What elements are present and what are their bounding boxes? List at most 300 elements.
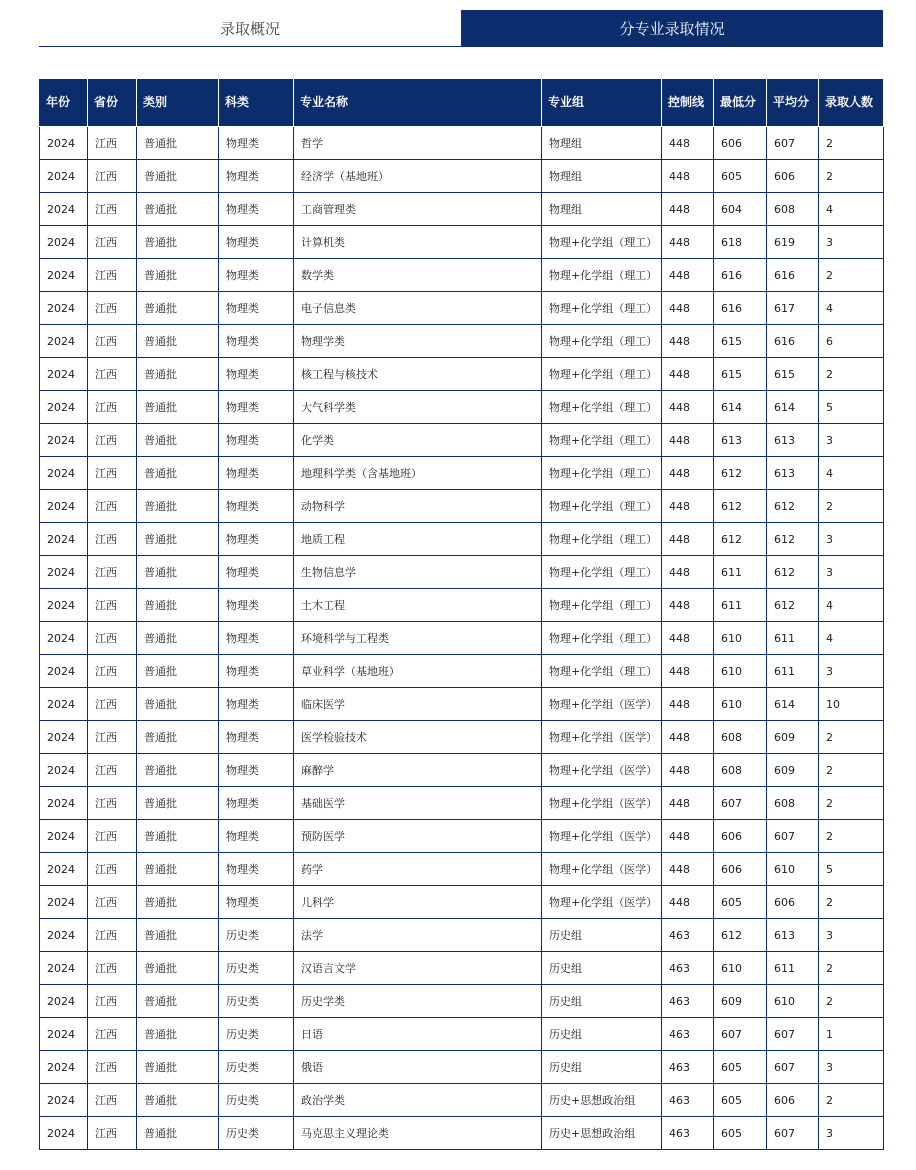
table-row [40, 523, 884, 556]
cell-province: 江西 [88, 985, 137, 1018]
table-row [40, 391, 884, 424]
cell-min-score: 605 [714, 1117, 767, 1150]
cell-subject-type: 物理类 [219, 523, 294, 556]
cell-province: 江西 [88, 424, 137, 457]
tab-bar [39, 10, 883, 48]
cell-major-name: 计算机类 [294, 226, 542, 259]
cell-control-line: 463 [662, 985, 714, 1018]
cell-major-name: 基础医学 [294, 787, 542, 820]
cell-year: 2024 [40, 325, 88, 358]
cell-province: 江西 [88, 259, 137, 292]
cell-admitted-count: 3 [819, 226, 884, 259]
cell-subject-type: 物理类 [219, 787, 294, 820]
cell-avg-score: 609 [767, 754, 819, 787]
cell-major-name: 医学检验技术 [294, 721, 542, 754]
cell-major-name: 儿科学 [294, 886, 542, 919]
cell-major-name: 预防医学 [294, 820, 542, 853]
cell-major-group: 物理+化学组（理工） [542, 655, 662, 688]
cell-control-line: 448 [662, 292, 714, 325]
cell-major-name: 数学类 [294, 259, 542, 292]
cell-batch: 普通批 [137, 688, 219, 721]
cell-subject-type: 历史类 [219, 985, 294, 1018]
cell-year: 2024 [40, 391, 88, 424]
cell-control-line: 448 [662, 358, 714, 391]
cell-year: 2024 [40, 820, 88, 853]
table-row [40, 556, 884, 589]
cell-avg-score: 611 [767, 655, 819, 688]
cell-min-score: 605 [714, 1084, 767, 1117]
cell-batch: 普通批 [137, 160, 219, 193]
cell-year: 2024 [40, 952, 88, 985]
cell-avg-score: 611 [767, 952, 819, 985]
cell-major-name: 生物信息学 [294, 556, 542, 589]
cell-major-group: 物理+化学组（理工） [542, 226, 662, 259]
cell-province: 江西 [88, 127, 137, 160]
cell-batch: 普通批 [137, 985, 219, 1018]
cell-year: 2024 [40, 589, 88, 622]
cell-avg-score: 612 [767, 523, 819, 556]
table-body [40, 127, 884, 1150]
cell-avg-score: 611 [767, 622, 819, 655]
table-row [40, 424, 884, 457]
table-row [40, 292, 884, 325]
cell-province: 江西 [88, 622, 137, 655]
tab-admission-by-major[interactable]: 分专业录取情况 [461, 10, 883, 47]
cell-year: 2024 [40, 160, 88, 193]
cell-avg-score: 610 [767, 985, 819, 1018]
cell-subject-type: 历史类 [219, 952, 294, 985]
cell-admitted-count: 3 [819, 1117, 884, 1150]
cell-avg-score: 616 [767, 325, 819, 358]
cell-subject-type: 物理类 [219, 622, 294, 655]
cell-year: 2024 [40, 721, 88, 754]
cell-min-score: 610 [714, 622, 767, 655]
cell-year: 2024 [40, 1084, 88, 1117]
cell-min-score: 611 [714, 589, 767, 622]
cell-control-line: 448 [662, 820, 714, 853]
cell-control-line: 448 [662, 622, 714, 655]
column-header-major-name: 专业名称 [294, 79, 542, 127]
cell-admitted-count: 2 [819, 1084, 884, 1117]
cell-batch: 普通批 [137, 127, 219, 160]
cell-province: 江西 [88, 1051, 137, 1084]
cell-major-name: 环境科学与工程类 [294, 622, 542, 655]
cell-batch: 普通批 [137, 1018, 219, 1051]
cell-control-line: 448 [662, 325, 714, 358]
cell-major-group: 历史+思想政治组 [542, 1084, 662, 1117]
table-row [40, 820, 884, 853]
cell-min-score: 614 [714, 391, 767, 424]
cell-major-group: 物理+化学组（医学） [542, 754, 662, 787]
table-row [40, 1084, 884, 1117]
cell-subject-type: 物理类 [219, 754, 294, 787]
cell-major-group: 物理+化学组（医学） [542, 721, 662, 754]
cell-year: 2024 [40, 523, 88, 556]
cell-province: 江西 [88, 556, 137, 589]
cell-year: 2024 [40, 424, 88, 457]
cell-province: 江西 [88, 721, 137, 754]
cell-subject-type: 物理类 [219, 721, 294, 754]
cell-admitted-count: 3 [819, 556, 884, 589]
cell-admitted-count: 4 [819, 193, 884, 226]
cell-major-group: 物理+化学组（理工） [542, 391, 662, 424]
table-row [40, 655, 884, 688]
cell-major-group: 物理组 [542, 160, 662, 193]
cell-province: 江西 [88, 226, 137, 259]
cell-admitted-count: 3 [819, 655, 884, 688]
cell-subject-type: 物理类 [219, 358, 294, 391]
cell-avg-score: 615 [767, 358, 819, 391]
cell-year: 2024 [40, 1117, 88, 1150]
cell-province: 江西 [88, 523, 137, 556]
column-header-province: 省份 [88, 79, 137, 127]
cell-avg-score: 619 [767, 226, 819, 259]
cell-major-group: 历史+思想政治组 [542, 1117, 662, 1150]
cell-year: 2024 [40, 985, 88, 1018]
cell-major-group: 物理+化学组（理工） [542, 292, 662, 325]
table-header-row [40, 79, 884, 127]
column-header-major-group: 专业组 [542, 79, 662, 127]
cell-batch: 普通批 [137, 1051, 219, 1084]
cell-control-line: 448 [662, 391, 714, 424]
cell-subject-type: 物理类 [219, 853, 294, 886]
cell-avg-score: 613 [767, 424, 819, 457]
cell-control-line: 448 [662, 853, 714, 886]
table-row [40, 127, 884, 160]
cell-batch: 普通批 [137, 655, 219, 688]
cell-min-score: 618 [714, 226, 767, 259]
cell-avg-score: 607 [767, 127, 819, 160]
table-row [40, 457, 884, 490]
cell-admitted-count: 2 [819, 490, 884, 523]
table-row [40, 952, 884, 985]
cell-batch: 普通批 [137, 457, 219, 490]
cell-major-group: 物理+化学组（理工） [542, 358, 662, 391]
cell-avg-score: 616 [767, 259, 819, 292]
cell-min-score: 605 [714, 886, 767, 919]
cell-avg-score: 612 [767, 589, 819, 622]
cell-major-name: 日语 [294, 1018, 542, 1051]
cell-subject-type: 物理类 [219, 655, 294, 688]
cell-province: 江西 [88, 589, 137, 622]
cell-admitted-count: 2 [819, 259, 884, 292]
cell-province: 江西 [88, 160, 137, 193]
cell-batch: 普通批 [137, 193, 219, 226]
cell-major-name: 化学类 [294, 424, 542, 457]
cell-major-name: 历史学类 [294, 985, 542, 1018]
cell-admitted-count: 4 [819, 622, 884, 655]
cell-avg-score: 614 [767, 688, 819, 721]
cell-province: 江西 [88, 457, 137, 490]
cell-min-score: 612 [714, 490, 767, 523]
cell-subject-type: 物理类 [219, 589, 294, 622]
cell-batch: 普通批 [137, 589, 219, 622]
cell-avg-score: 609 [767, 721, 819, 754]
table-row [40, 325, 884, 358]
cell-subject-type: 物理类 [219, 886, 294, 919]
cell-control-line: 448 [662, 259, 714, 292]
cell-batch: 普通批 [137, 754, 219, 787]
cell-min-score: 610 [714, 655, 767, 688]
cell-min-score: 615 [714, 325, 767, 358]
cell-admitted-count: 4 [819, 589, 884, 622]
table-row [40, 853, 884, 886]
cell-year: 2024 [40, 622, 88, 655]
cell-min-score: 612 [714, 457, 767, 490]
cell-batch: 普通批 [137, 886, 219, 919]
cell-admitted-count: 1 [819, 1018, 884, 1051]
cell-batch: 普通批 [137, 721, 219, 754]
cell-major-group: 物理+化学组（理工） [542, 325, 662, 358]
cell-avg-score: 607 [767, 1018, 819, 1051]
cell-admitted-count: 3 [819, 523, 884, 556]
cell-control-line: 448 [662, 721, 714, 754]
cell-major-name: 土木工程 [294, 589, 542, 622]
cell-subject-type: 物理类 [219, 556, 294, 589]
cell-major-name: 草业科学（基地班） [294, 655, 542, 688]
cell-year: 2024 [40, 754, 88, 787]
cell-min-score: 616 [714, 259, 767, 292]
cell-major-group: 物理+化学组（理工） [542, 622, 662, 655]
cell-subject-type: 物理类 [219, 490, 294, 523]
cell-control-line: 463 [662, 1018, 714, 1051]
cell-batch: 普通批 [137, 820, 219, 853]
cell-year: 2024 [40, 919, 88, 952]
cell-avg-score: 613 [767, 457, 819, 490]
column-header-min-score: 最低分 [714, 79, 767, 127]
cell-min-score: 607 [714, 787, 767, 820]
cell-major-group: 历史组 [542, 1051, 662, 1084]
cell-subject-type: 物理类 [219, 193, 294, 226]
cell-avg-score: 608 [767, 193, 819, 226]
cell-avg-score: 606 [767, 1084, 819, 1117]
cell-year: 2024 [40, 655, 88, 688]
cell-admitted-count: 5 [819, 853, 884, 886]
cell-major-name: 临床医学 [294, 688, 542, 721]
cell-admitted-count: 4 [819, 457, 884, 490]
cell-major-name: 地质工程 [294, 523, 542, 556]
cell-batch: 普通批 [137, 391, 219, 424]
cell-avg-score: 607 [767, 1117, 819, 1150]
table-row [40, 688, 884, 721]
cell-batch: 普通批 [137, 226, 219, 259]
cell-avg-score: 612 [767, 556, 819, 589]
cell-major-group: 物理+化学组（理工） [542, 259, 662, 292]
cell-major-name: 物理学类 [294, 325, 542, 358]
cell-subject-type: 物理类 [219, 226, 294, 259]
table-row [40, 1018, 884, 1051]
cell-batch: 普通批 [137, 556, 219, 589]
cell-province: 江西 [88, 358, 137, 391]
cell-year: 2024 [40, 358, 88, 391]
cell-avg-score: 612 [767, 490, 819, 523]
cell-admitted-count: 2 [819, 952, 884, 985]
cell-admitted-count: 3 [819, 424, 884, 457]
cell-major-group: 物理+化学组（理工） [542, 424, 662, 457]
cell-subject-type: 物理类 [219, 292, 294, 325]
cell-province: 江西 [88, 688, 137, 721]
cell-admitted-count: 5 [819, 391, 884, 424]
admission-table [39, 78, 884, 1150]
cell-avg-score: 606 [767, 160, 819, 193]
cell-major-name: 俄语 [294, 1051, 542, 1084]
cell-major-group: 物理+化学组（医学） [542, 787, 662, 820]
cell-min-score: 610 [714, 952, 767, 985]
cell-avg-score: 607 [767, 1051, 819, 1084]
cell-min-score: 609 [714, 985, 767, 1018]
cell-batch: 普通批 [137, 919, 219, 952]
cell-min-score: 606 [714, 820, 767, 853]
cell-min-score: 608 [714, 721, 767, 754]
cell-min-score: 616 [714, 292, 767, 325]
cell-avg-score: 613 [767, 919, 819, 952]
cell-admitted-count: 4 [819, 292, 884, 325]
cell-min-score: 612 [714, 919, 767, 952]
cell-avg-score: 617 [767, 292, 819, 325]
table-row [40, 886, 884, 919]
cell-admitted-count: 2 [819, 787, 884, 820]
column-header-avg-score: 平均分 [767, 79, 819, 127]
cell-major-group: 物理组 [542, 127, 662, 160]
cell-admitted-count: 3 [819, 1051, 884, 1084]
table-row [40, 160, 884, 193]
cell-control-line: 448 [662, 193, 714, 226]
cell-major-group: 物理+化学组（理工） [542, 589, 662, 622]
cell-major-group: 物理+化学组（医学） [542, 688, 662, 721]
cell-batch: 普通批 [137, 853, 219, 886]
cell-batch: 普通批 [137, 490, 219, 523]
cell-control-line: 463 [662, 952, 714, 985]
cell-min-score: 604 [714, 193, 767, 226]
table-row [40, 259, 884, 292]
cell-batch: 普通批 [137, 1117, 219, 1150]
cell-province: 江西 [88, 1084, 137, 1117]
cell-year: 2024 [40, 490, 88, 523]
cell-major-name: 马克思主义理论类 [294, 1117, 542, 1150]
cell-batch: 普通批 [137, 1084, 219, 1117]
table-row [40, 226, 884, 259]
column-header-batch: 类别 [137, 79, 219, 127]
cell-control-line: 448 [662, 226, 714, 259]
cell-control-line: 463 [662, 1117, 714, 1150]
cell-avg-score: 607 [767, 820, 819, 853]
cell-avg-score: 614 [767, 391, 819, 424]
cell-admitted-count: 2 [819, 820, 884, 853]
cell-major-name: 地理科学类（含基地班） [294, 457, 542, 490]
cell-min-score: 615 [714, 358, 767, 391]
cell-subject-type: 物理类 [219, 424, 294, 457]
cell-year: 2024 [40, 193, 88, 226]
cell-subject-type: 物理类 [219, 688, 294, 721]
tab-admission-overview[interactable]: 录取概况 [39, 10, 461, 47]
column-header-subject-type: 科类 [219, 79, 294, 127]
column-header-admitted-count: 录取人数 [819, 79, 884, 127]
cell-major-group: 物理+化学组（医学） [542, 853, 662, 886]
cell-subject-type: 历史类 [219, 1084, 294, 1117]
cell-major-name: 电子信息类 [294, 292, 542, 325]
cell-admitted-count: 10 [819, 688, 884, 721]
cell-major-name: 汉语言文学 [294, 952, 542, 985]
cell-control-line: 448 [662, 424, 714, 457]
cell-year: 2024 [40, 457, 88, 490]
cell-major-name: 工商管理类 [294, 193, 542, 226]
cell-province: 江西 [88, 919, 137, 952]
cell-min-score: 607 [714, 1018, 767, 1051]
table-row [40, 754, 884, 787]
cell-batch: 普通批 [137, 358, 219, 391]
cell-admitted-count: 2 [819, 160, 884, 193]
cell-major-group: 历史组 [542, 985, 662, 1018]
cell-control-line: 463 [662, 1084, 714, 1117]
cell-year: 2024 [40, 127, 88, 160]
table-row [40, 721, 884, 754]
table-row [40, 787, 884, 820]
cell-control-line: 448 [662, 754, 714, 787]
cell-batch: 普通批 [137, 259, 219, 292]
cell-subject-type: 历史类 [219, 1018, 294, 1051]
cell-admitted-count: 2 [819, 985, 884, 1018]
table-row [40, 1051, 884, 1084]
cell-admitted-count: 3 [819, 919, 884, 952]
cell-major-group: 物理+化学组（理工） [542, 523, 662, 556]
cell-province: 江西 [88, 325, 137, 358]
cell-min-score: 606 [714, 853, 767, 886]
cell-major-group: 历史组 [542, 952, 662, 985]
table-row [40, 490, 884, 523]
cell-province: 江西 [88, 655, 137, 688]
cell-year: 2024 [40, 1018, 88, 1051]
cell-major-name: 大气科学类 [294, 391, 542, 424]
table-row [40, 622, 884, 655]
cell-batch: 普通批 [137, 952, 219, 985]
cell-control-line: 448 [662, 655, 714, 688]
cell-province: 江西 [88, 952, 137, 985]
cell-subject-type: 物理类 [219, 820, 294, 853]
cell-major-name: 政治学类 [294, 1084, 542, 1117]
cell-year: 2024 [40, 259, 88, 292]
cell-major-group: 物理+化学组（理工） [542, 556, 662, 589]
column-header-year: 年份 [40, 79, 88, 127]
cell-year: 2024 [40, 1051, 88, 1084]
table-row [40, 589, 884, 622]
cell-batch: 普通批 [137, 787, 219, 820]
cell-province: 江西 [88, 1018, 137, 1051]
cell-subject-type: 历史类 [219, 1051, 294, 1084]
cell-admitted-count: 2 [819, 886, 884, 919]
cell-year: 2024 [40, 226, 88, 259]
table-row [40, 358, 884, 391]
cell-batch: 普通批 [137, 325, 219, 358]
cell-major-name: 麻醉学 [294, 754, 542, 787]
cell-subject-type: 物理类 [219, 391, 294, 424]
cell-major-group: 物理+化学组（医学） [542, 820, 662, 853]
cell-min-score: 605 [714, 1051, 767, 1084]
cell-control-line: 448 [662, 556, 714, 589]
table-row [40, 1117, 884, 1150]
cell-province: 江西 [88, 391, 137, 424]
cell-subject-type: 历史类 [219, 919, 294, 952]
cell-min-score: 606 [714, 127, 767, 160]
cell-province: 江西 [88, 853, 137, 886]
column-header-control-line: 控制线 [662, 79, 714, 127]
cell-major-name: 药学 [294, 853, 542, 886]
cell-subject-type: 物理类 [219, 325, 294, 358]
cell-admitted-count: 6 [819, 325, 884, 358]
cell-major-group: 物理+化学组（理工） [542, 490, 662, 523]
cell-major-name: 哲学 [294, 127, 542, 160]
cell-batch: 普通批 [137, 523, 219, 556]
cell-batch: 普通批 [137, 622, 219, 655]
